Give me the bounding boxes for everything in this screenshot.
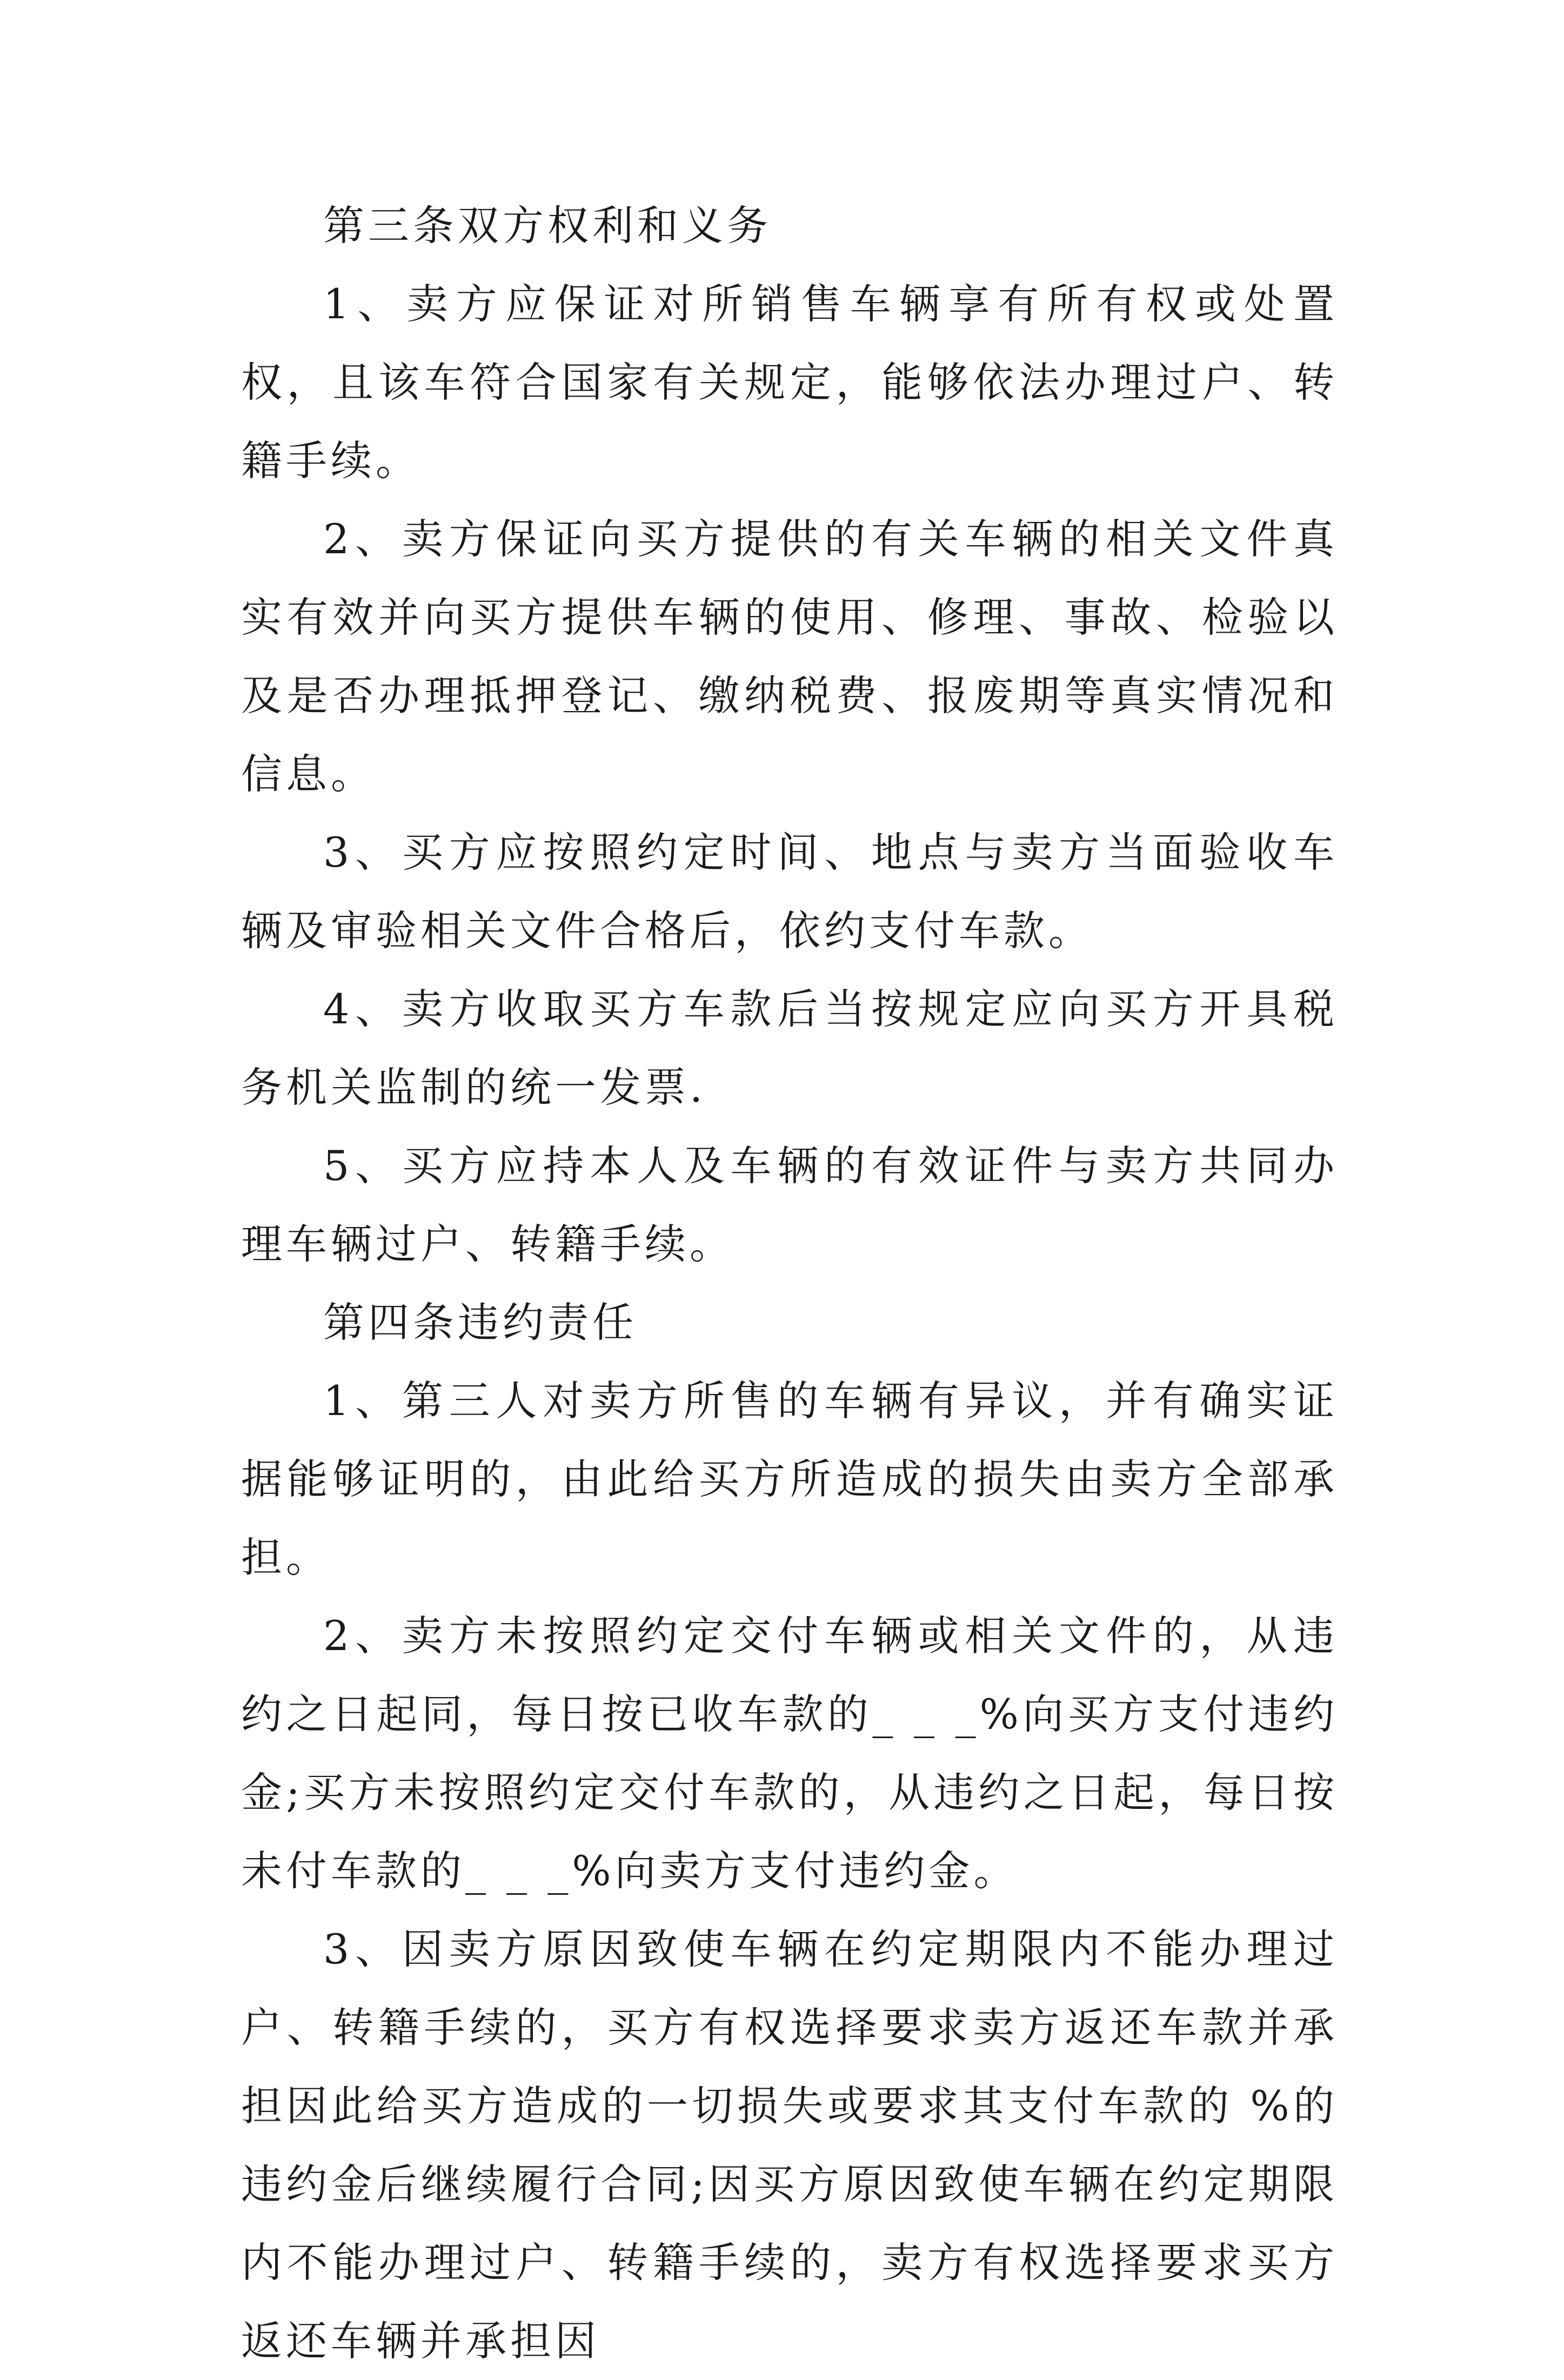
document-body <box>241 186 1338 2380</box>
article-4-clause-2: 2、卖方未按照约定交付车辆或相关文件的，从违约之日起同，每日按已收车款的_ _ _%向买方支付违约金;买方未按照约定交付车款的，从违约之日起，每日按未付车款的_ _ _%向卖方支付违约金。 <box>241 1612 1338 1895</box>
article-3-clause-4: 4、卖方收取买方车款后当按规定应向买方开具税务机关监制的统一发票. <box>241 985 1338 1111</box>
article-4-heading: 第四条违约责任 <box>323 1298 637 1346</box>
article-4-clause-3: 3、因卖方原因致使车辆在约定期限内不能办理过户、转籍手续的，买方有权选择要求卖方返还车款并承担因此给买方造成的一切损失或要求其支付车款的 %的违约金后继续履行合同;因买方原因致使车辆在约定期限内不能办理过户、转籍手续的，卖方有权选择要求买方返还车辆并承担因 <box>241 1925 1338 2365</box>
article-3-clause-2: 2、卖方保证向买方提供的有关车辆的相关文件真实有效并向买方提供车辆的使用、修理、事故、检验以及是否办理抵押登记、缴纳税费、报废期等真实情况和信息。 <box>241 515 1338 798</box>
article-3-clause-3: 3、买方应按照约定时间、地点与卖方当面验收车辆及审验相关文件合格后，依约支付车款。 <box>241 828 1338 955</box>
article-3-clause-5: 5、买方应持本人及车辆的有效证件与卖方共同办理车辆过户、转籍手续。 <box>241 1142 1338 1268</box>
article-4-clause-1: 1、第三人对卖方所售的车辆有异议，并有确实证据能够证明的，由此给买方所造成的损失由卖方全部承担。 <box>241 1377 1338 1581</box>
article-3-clause-1: 1、卖方应保证对所销售车辆享有所有权或处置权，且该车符合国家有关规定，能够依法办理过户、转籍手续。 <box>241 280 1338 485</box>
article-3-heading: 第三条双方权利和义务 <box>323 202 772 250</box>
